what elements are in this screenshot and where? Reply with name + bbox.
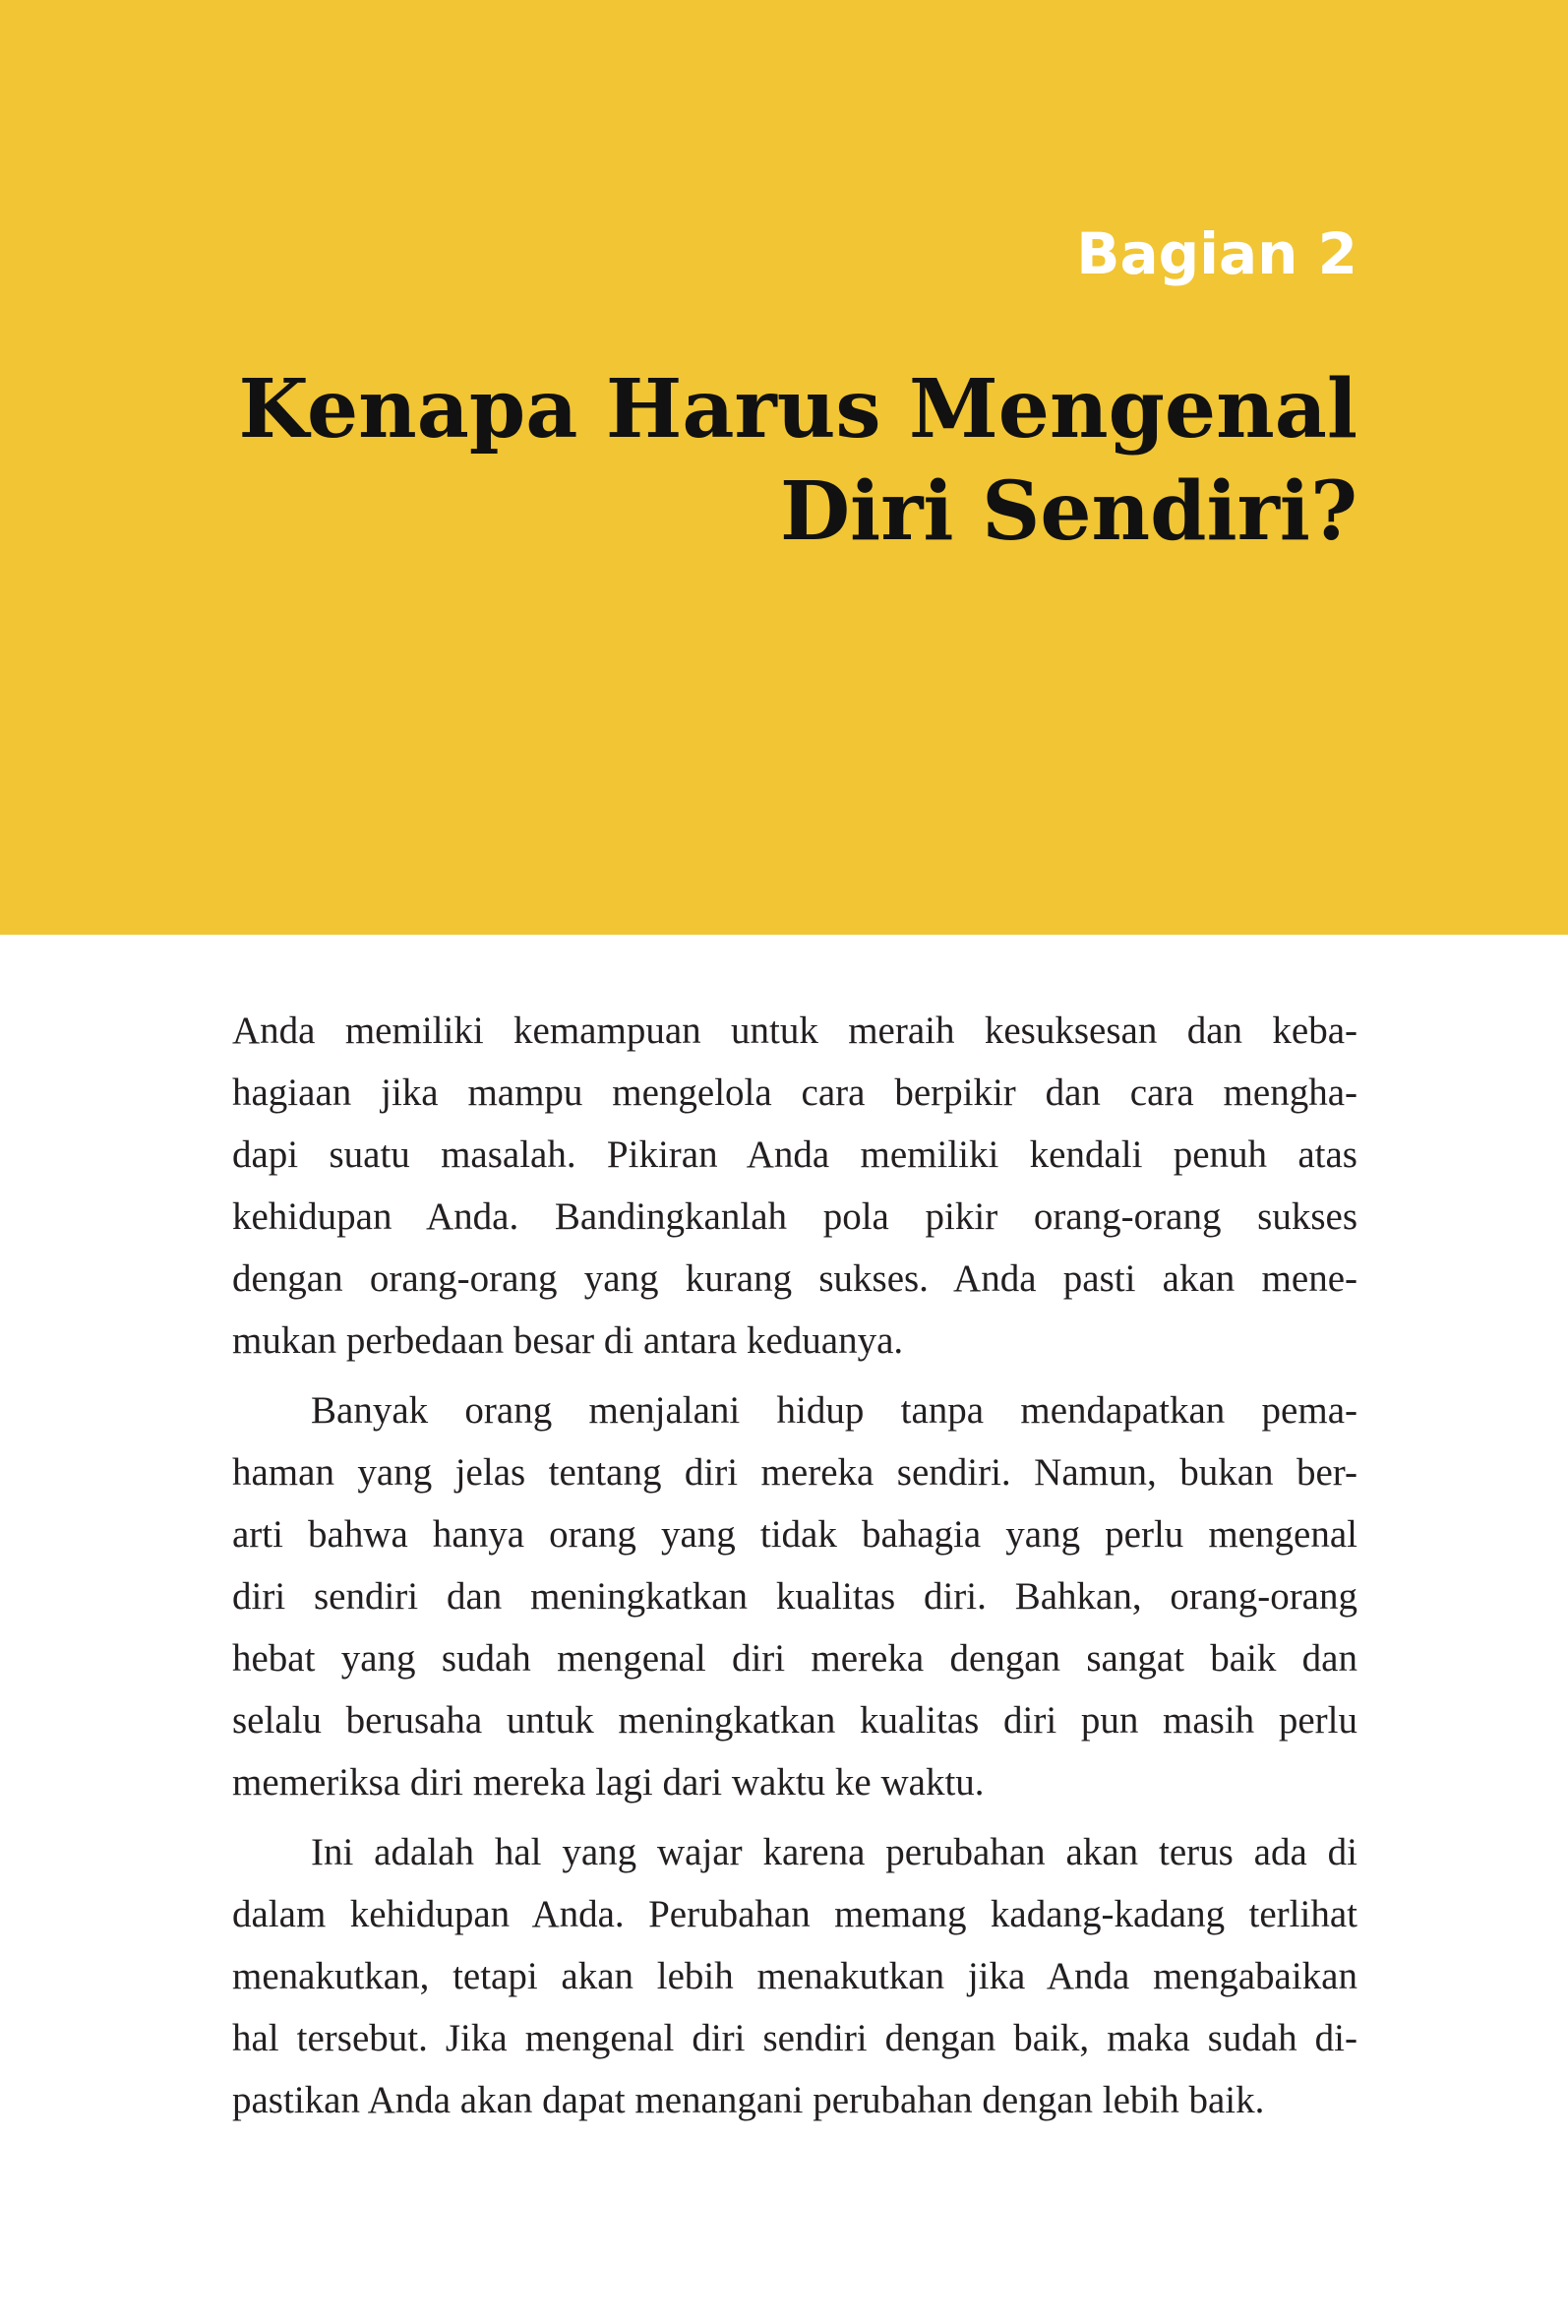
text-line: Anda memiliki kemampuan untuk meraih kesuksesan dan keba- — [232, 1009, 1357, 1052]
chapter-title-line: Kenapa Harus Mengenal — [238, 362, 1357, 457]
text-line: diri sendiri dan meningkatkan kualitas diri. Bahkan, orang-orang — [232, 1575, 1357, 1618]
text-line: dengan orang-orang yang kurang sukses. Anda pasti akan mene- — [232, 1257, 1357, 1300]
paragraph — [232, 1000, 1357, 1372]
text-line: arti bahwa hanya orang yang tidak bahagia yang perlu mengenal — [232, 1513, 1357, 1556]
paragraph — [232, 1821, 1357, 2131]
chapter-title — [238, 358, 1357, 563]
text-line: hal tersebut. Jika mengenal diri sendiri dengan baik, maka sudah di- — [232, 2017, 1357, 2059]
part-label: Bagian 2 — [1076, 220, 1357, 287]
text-line: pastikan Anda akan dapat menangani perubahan dengan lebih baik. — [232, 2079, 1265, 2121]
text-line: haman yang jelas tentang diri mereka sendiri. Namun, bukan ber- — [232, 1451, 1357, 1494]
text-line: dapi suatu masalah. Pikiran Anda memiliki kendali penuh atas — [232, 1133, 1357, 1176]
text-line: memeriksa diri mereka lagi dari waktu ke waktu. — [232, 1761, 985, 1804]
text-line: Ini adalah hal yang wajar karena perubahan akan terus ada di — [311, 1831, 1357, 1873]
text-line: kehidupan Anda. Bandingkanlah pola pikir orang-orang sukses — [232, 1195, 1357, 1238]
body-text — [232, 1000, 1357, 2139]
chapter-title-line: Diri Sendiri? — [779, 464, 1357, 559]
text-line: hebat yang sudah mengenal diri mereka dengan sangat baik dan — [232, 1637, 1357, 1680]
paragraph — [232, 1379, 1357, 1813]
text-line: hagiaan jika mampu mengelola cara berpikir dan cara mengha- — [232, 1071, 1357, 1114]
text-line: Banyak orang menjalani hidup tanpa mendapatkan pema- — [311, 1389, 1357, 1432]
chapter-header-band — [0, 0, 1568, 935]
text-line: dalam kehidupan Anda. Perubahan memang kadang-kadang terlihat — [232, 1893, 1357, 1935]
text-line: menakutkan, tetapi akan lebih menakutkan jika Anda mengabaikan — [232, 1955, 1357, 1997]
text-line: mukan perbedaan besar di antara keduanya. — [232, 1319, 904, 1362]
text-line: selalu berusaha untuk meningkatkan kualitas diri pun masih perlu — [232, 1699, 1357, 1742]
